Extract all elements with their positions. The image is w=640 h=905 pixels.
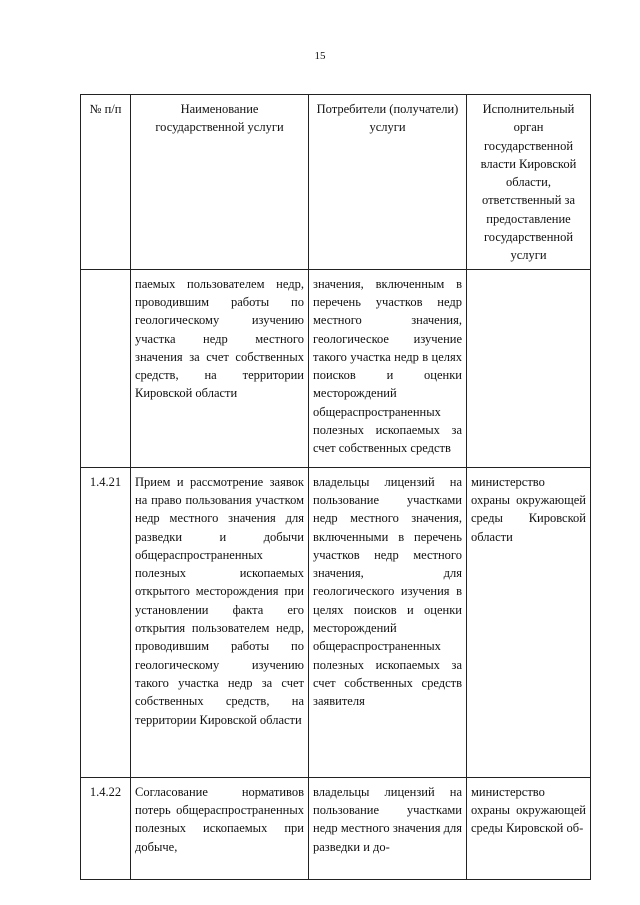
row-number: 1.4.21 — [81, 467, 131, 777]
row-number — [81, 269, 131, 467]
header-number: № п/п — [81, 95, 131, 270]
row-service-name: паемых пользователем недр, проводившим работы по геологическому изучению участка недр местного значения за счет собственных средств, на территории Кировской области — [131, 269, 309, 467]
page-number: 15 — [314, 50, 326, 62]
header-authority: Исполнительный орган государственной власти Кировской области, ответственный за предоставление государственной услуги — [467, 95, 591, 270]
table-row — [81, 777, 591, 879]
row-consumers: владельцы лицензий на пользование участками недр местного значения для разведки и до- — [309, 777, 467, 879]
row-authority: министерство охраны окружающей среды Кировской об- — [467, 777, 591, 879]
header-consumers: Потребители (получатели) услуги — [309, 95, 467, 270]
table-row — [81, 269, 591, 467]
row-consumers: значения, включенным в перечень участков недр местного значения, геологическое изучение такого участка недр в целях поисков и оценки месторождений общераспространенных полезных ископаемых за счет собственных средств — [309, 269, 467, 467]
row-authority: министерство охраны окружающей среды Кировской области — [467, 467, 591, 777]
row-service-name: Согласование нормативов потерь общераспространенных полезных ископаемых при добыче, — [131, 777, 309, 879]
row-consumers: владельцы лицензий на пользование участками недр местного значения, включенными в перечень участков недр местного значения, для геологического изучения в целях поисков и оценки месторождений общераспространенных полезных ископаемых за счет собственных средств заявителя — [309, 467, 467, 777]
table-header-row — [81, 95, 591, 270]
row-number: 1.4.22 — [81, 777, 131, 879]
header-service-name: Наименование государственной услуги — [131, 95, 309, 270]
table-row — [81, 467, 591, 777]
row-authority — [467, 269, 591, 467]
row-service-name: Прием и рассмотрение заявок на право пользования участком недр местного значения для разведки и добычи общераспространенных полезных ископаемых открытого месторождения при установлении факта его открытия пользователем недр, проводившим работы по геологическому изучению такого участка недр за счет собственных средств, на территории Кировской области — [131, 467, 309, 777]
services-table — [80, 94, 591, 880]
